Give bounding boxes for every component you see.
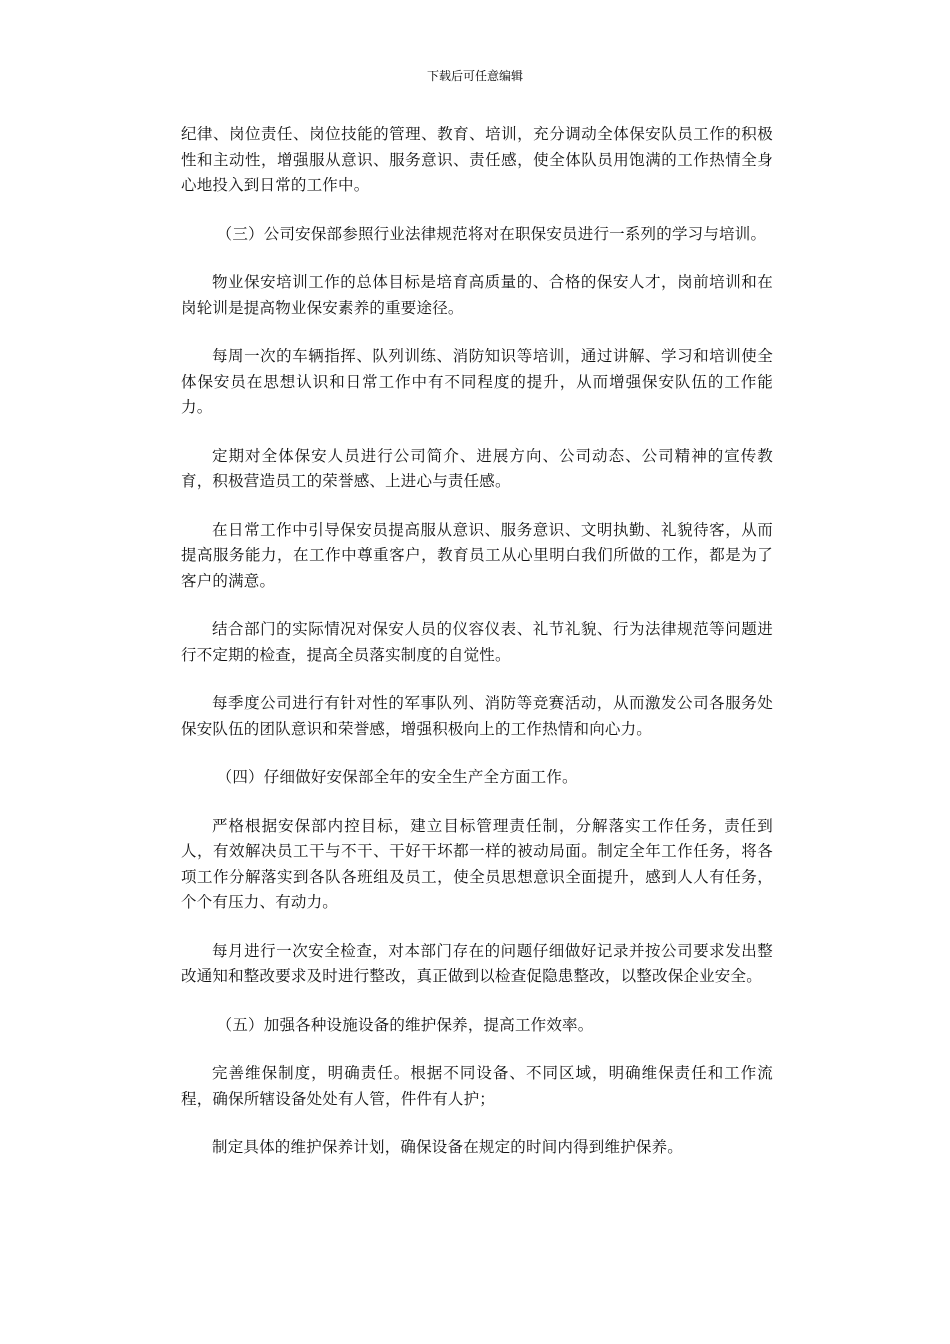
paragraph: 定期对全体保安人员进行公司简介、进展方向、公司动态、公司精神的宣传教育，积极营造员工的荣誉感、上进心与责任感。	[181, 446, 773, 490]
paragraph: 每月进行一次安全检查，对本部门存在的问题仔细做好记录并按公司要求发出整改通知和整改要求及时进行整改，真正做到以检查促隐患整改，以整改保企业安全。	[181, 941, 773, 985]
paragraph: 制定具体的维护保养计划，确保设备在规定的时间内得到维护保养。	[212, 1138, 684, 1156]
section-heading: （三）公司安保部参照行业法律规范将对在职保安员进行一系列的学习与培训。	[216, 224, 767, 243]
page-header: 下载后可任意编辑	[426, 69, 523, 83]
paragraph: 严格根据安保部内控目标，建立目标管理责任制，分解落实工作任务，责任到人，有效解决员工干与不干、干好干坏都一样的被动局面。制定全年工作任务，将各项工作分解落实到各队各班组及员工，使全员思想意识全面提升，感到人人有任务，个个有压力、有动力。	[181, 816, 773, 911]
document-body	[181, 122, 773, 1184]
paragraph: 结合部门的实际情况对保安人员的仪容仪表、礼节礼貌、行为法律规范等问题进行不定期的检查，提高全员落实制度的自觉性。	[181, 620, 773, 664]
paragraph: 在日常工作中引导保安员提高服从意识、服务意识、文明执勤、礼貌待客，从而提高服务能力，在工作中尊重客户，教育员工从心里明白我们所做的工作，都是为了客户的满意。	[181, 520, 773, 590]
section-heading: （五）加强各种设施设备的维护保养，提高工作效率。	[216, 1015, 594, 1034]
paragraph: 完善维保制度，明确责任。根据不同设备、不同区域，明确维保责任和工作流程，确保所辖设备处处有人管，件件有人护；	[181, 1064, 773, 1108]
paragraph: 每周一次的车辆指挥、队列训练、消防知识等培训，通过讲解、学习和培训使全体保安员在思想认识和日常工作中有不同程度的提升，从而增强保安队伍的工作能力。	[181, 347, 773, 416]
paragraph: 每季度公司进行有针对性的军事队列、消防等竞赛活动，从而激发公司各服务处保安队伍的团队意识和荣誉感，增强积极向上的工作热情和向心力。	[181, 694, 773, 738]
section-heading: （四）仔细做好安保部全年的安全生产全方面工作。	[216, 768, 578, 786]
paragraph: 纪律、岗位责任、岗位技能的管理、教育、培训，充分调动全体保安队员工作的积极性和主动性，增强服从意识、服务意识、责任感，使全体队员用饱满的工作热情全身心地投入到日常的工作中。	[181, 125, 773, 194]
paragraph: 物业保安培训工作的总体目标是培育高质量的、合格的保安人才，岗前培训和在岗轮训是提高物业保安素养的重要途径。	[181, 273, 773, 317]
